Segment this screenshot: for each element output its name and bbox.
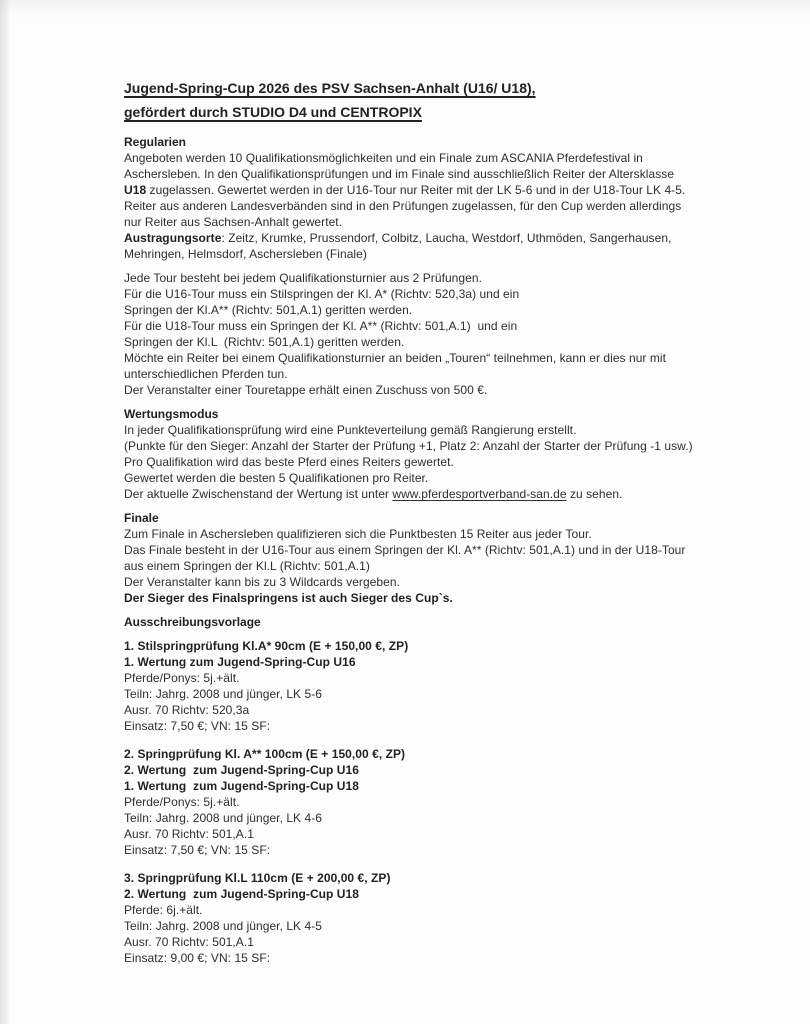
- text: nur Reiter aus Sachsen-Anhalt gewertet.: [124, 215, 343, 229]
- text-line: [124, 950, 750, 966]
- text-line: [124, 558, 750, 574]
- text: unterschiedlichen Pferden tun.: [124, 367, 288, 381]
- sections: [124, 134, 750, 966]
- text-line: [124, 302, 750, 318]
- text-line: [124, 230, 750, 246]
- bold-text: 1. Stilspringprüfung Kl.A* 90cm (E + 150,00 €, ZP): [124, 639, 409, 653]
- text-line: [124, 318, 750, 334]
- text: Einsatz: 9,00 €; VN: 15 SF:: [124, 951, 271, 965]
- text-line: [124, 902, 750, 918]
- text: Der Veranstalter kann bis zu 3 Wildcards vergeben.: [124, 575, 400, 589]
- text: Einsatz: 7,50 €; VN: 15 SF:: [124, 719, 271, 733]
- page-title: [124, 76, 750, 124]
- paragraph: [124, 270, 750, 398]
- text-line: [124, 454, 750, 470]
- text-line: [124, 702, 750, 718]
- text-line: [124, 198, 750, 214]
- text-line: [124, 486, 750, 502]
- text-line: [124, 934, 750, 950]
- text: Zum Finale in Aschersleben qualifizieren sich die Punktbesten 15 Reiter aus jeder Tour.: [124, 527, 592, 541]
- text: Pferde/Ponys: 5j.+ält.: [124, 671, 240, 685]
- section-heading-ausschreibungsvorlage: Ausschreibungsvorlage: [124, 615, 261, 629]
- text-line: [124, 166, 750, 182]
- text: Pro Qualifikation wird das beste Pferd eines Reiters gewertet.: [124, 455, 454, 469]
- bold-text: Der Sieger des Finalspringens ist auch Sieger des Cup`s.: [124, 591, 453, 605]
- text: Ausr. 70 Richtv: 501,A.1: [124, 935, 254, 949]
- text-line: [124, 654, 750, 670]
- text-line: [124, 746, 750, 762]
- bold-text: U18: [124, 183, 147, 197]
- bold-text: 2. Wertung zum Jugend-Spring-Cup U18: [124, 887, 359, 901]
- bold-text: 2. Wertung zum Jugend-Spring-Cup U16: [124, 763, 359, 777]
- text-line: [124, 246, 750, 262]
- text-line: [124, 670, 750, 686]
- paragraph: [124, 526, 750, 606]
- text: Angeboten werden 10 Qualifikationsmöglichkeiten und ein Finale zum ASCANIA Pferdefestival in: [124, 151, 643, 165]
- bold-text: 1. Wertung zum Jugend-Spring-Cup U16: [124, 655, 356, 669]
- text: Einsatz: 7,50 €; VN: 15 SF:: [124, 843, 271, 857]
- text: Der Veranstalter einer Touretappe erhält einen Zuschuss von 500 €.: [124, 383, 488, 397]
- text-line: [124, 638, 750, 654]
- text: (Punkte für den Sieger: Anzahl der Starter der Prüfung +1, Platz 2: Anzahl der Starter der Prüfung -1 usw.): [124, 439, 693, 453]
- page-edge-shadow-top: [0, 0, 810, 14]
- text: Gewertet werden die besten 5 Qualifikationen pro Reiter.: [124, 471, 429, 485]
- paragraph: [124, 150, 750, 262]
- text-line: [124, 150, 750, 166]
- paragraph: [124, 638, 750, 734]
- bold-text: 2. Springprüfung Kl. A** 100cm (E + 150,00 €, ZP): [124, 747, 406, 761]
- text-line: [124, 686, 750, 702]
- paragraph: [124, 422, 750, 502]
- bold-text: 3. Springprüfung Kl.L 110cm (E + 200,00 €, ZP): [124, 871, 391, 885]
- text-line: [124, 182, 750, 198]
- text: Springen der Kl.L (Richtv: 501,A.1) geritten werden.: [124, 335, 405, 349]
- text: Ausr. 70 Richtv: 501,A.1: [124, 827, 254, 841]
- website-link[interactable]: www.pferdesportverband-san.de: [392, 487, 567, 501]
- text: zu sehen.: [566, 487, 623, 501]
- text: Teiln: Jahrg. 2008 und jünger, LK 4-5: [124, 919, 322, 933]
- text: aus einem Springen der Kl.L (Richtv: 501,A.1): [124, 559, 370, 573]
- text: Springen der Kl.A** (Richtv: 501,A.1) geritten werden.: [124, 303, 413, 317]
- section-ausschreibungsvorlage: [124, 614, 750, 966]
- paragraph: [124, 870, 750, 966]
- text: Für die U18-Tour muss ein Springen der Kl. A** (Richtv: 501,A.1) und ein: [124, 319, 518, 333]
- text: Ausr. 70 Richtv: 520,3a: [124, 703, 250, 717]
- text-line: [124, 286, 750, 302]
- text-line: [124, 366, 750, 382]
- page-title-line-2: gefördert durch STUDIO D4 und CENTROPIX: [124, 104, 422, 120]
- bold-text: Austragungsorte: [124, 231, 222, 245]
- text-line: [124, 918, 750, 934]
- bold-text: 1. Wertung zum Jugend-Spring-Cup U18: [124, 779, 359, 793]
- text-line: [124, 270, 750, 286]
- section-heading-wertungsmodus: Wertungsmodus: [124, 407, 219, 421]
- text-line: [124, 762, 750, 778]
- text-line: [124, 214, 750, 230]
- text-line: [124, 526, 750, 542]
- text-line: [124, 334, 750, 350]
- text-line: [124, 590, 750, 606]
- text-line: [124, 422, 750, 438]
- text-line: [124, 886, 750, 902]
- text-line: [124, 350, 750, 366]
- text: Aschersleben. In den Qualifikationsprüfungen und im Finale sind ausschließlich Reiter der Altersklasse: [124, 167, 675, 181]
- text-line: [124, 470, 750, 486]
- page-title-line-1: Jugend-Spring-Cup 2026 des PSV Sachsen-Anhalt (U16/ U18),: [124, 80, 536, 96]
- page-edge-shadow-left: [0, 0, 9, 1024]
- section-regularien: [124, 134, 750, 398]
- section-finale: [124, 510, 750, 606]
- text-line: [124, 870, 750, 886]
- text-line: [124, 574, 750, 590]
- text-line: [124, 810, 750, 826]
- text: Jede Tour besteht bei jedem Qualifikationsturnier aus 2 Prüfungen.: [124, 271, 482, 285]
- text: In jeder Qualifikationsprüfung wird eine Punkteverteilung gemäß Rangierung erstellt.: [124, 423, 577, 437]
- text-line: [124, 542, 750, 558]
- text: Reiter aus anderen Landesverbänden sind in den Prüfungen zugelassen, für den Cup werden allerdings: [124, 199, 682, 213]
- text: Pferde/Ponys: 5j.+ält.: [124, 795, 240, 809]
- text: Teiln: Jahrg. 2008 und jünger, LK 5-6: [124, 687, 322, 701]
- text-line: [124, 438, 750, 454]
- text: Der aktuelle Zwischenstand der Wertung ist unter: [124, 487, 393, 501]
- paragraph: [124, 746, 750, 858]
- section-heading-regularien: Regularien: [124, 135, 187, 149]
- text: Mehringen, Helmsdorf, Aschersleben (Finale): [124, 247, 367, 261]
- text-line: [124, 718, 750, 734]
- text-line: [124, 826, 750, 842]
- text: Für die U16-Tour muss ein Stilspringen der Kl. A* (Richtv: 520,3a) und ein: [124, 287, 520, 301]
- text-line: [124, 778, 750, 794]
- text: Das Finale besteht in der U16-Tour aus einem Springen der Kl. A** (Richtv: 501,A.1) und in der U18-Tour: [124, 543, 686, 557]
- text: zugelassen. Gewertet werden in der U16-Tour nur Reiter mit der LK 5-6 und in der U18-Tour LK 4-5.: [146, 183, 686, 197]
- text: Möchte ein Reiter bei einem Qualifikationsturnier an beiden „Touren“ teilnehmen, kann er dies nur mit: [124, 351, 666, 365]
- text-line: [124, 382, 750, 398]
- text: Teiln: Jahrg. 2008 und jünger, LK 4-6: [124, 811, 322, 825]
- section-heading-finale: Finale: [124, 511, 159, 525]
- text-line: [124, 794, 750, 810]
- text: Pferde: 6j.+ält.: [124, 903, 203, 917]
- text-line: [124, 842, 750, 858]
- section-wertungsmodus: [124, 406, 750, 502]
- text: : Zeitz, Krumke, Prussendorf, Colbitz, Laucha, Westdorf, Uthmöden, Sangerhausen,: [221, 231, 672, 245]
